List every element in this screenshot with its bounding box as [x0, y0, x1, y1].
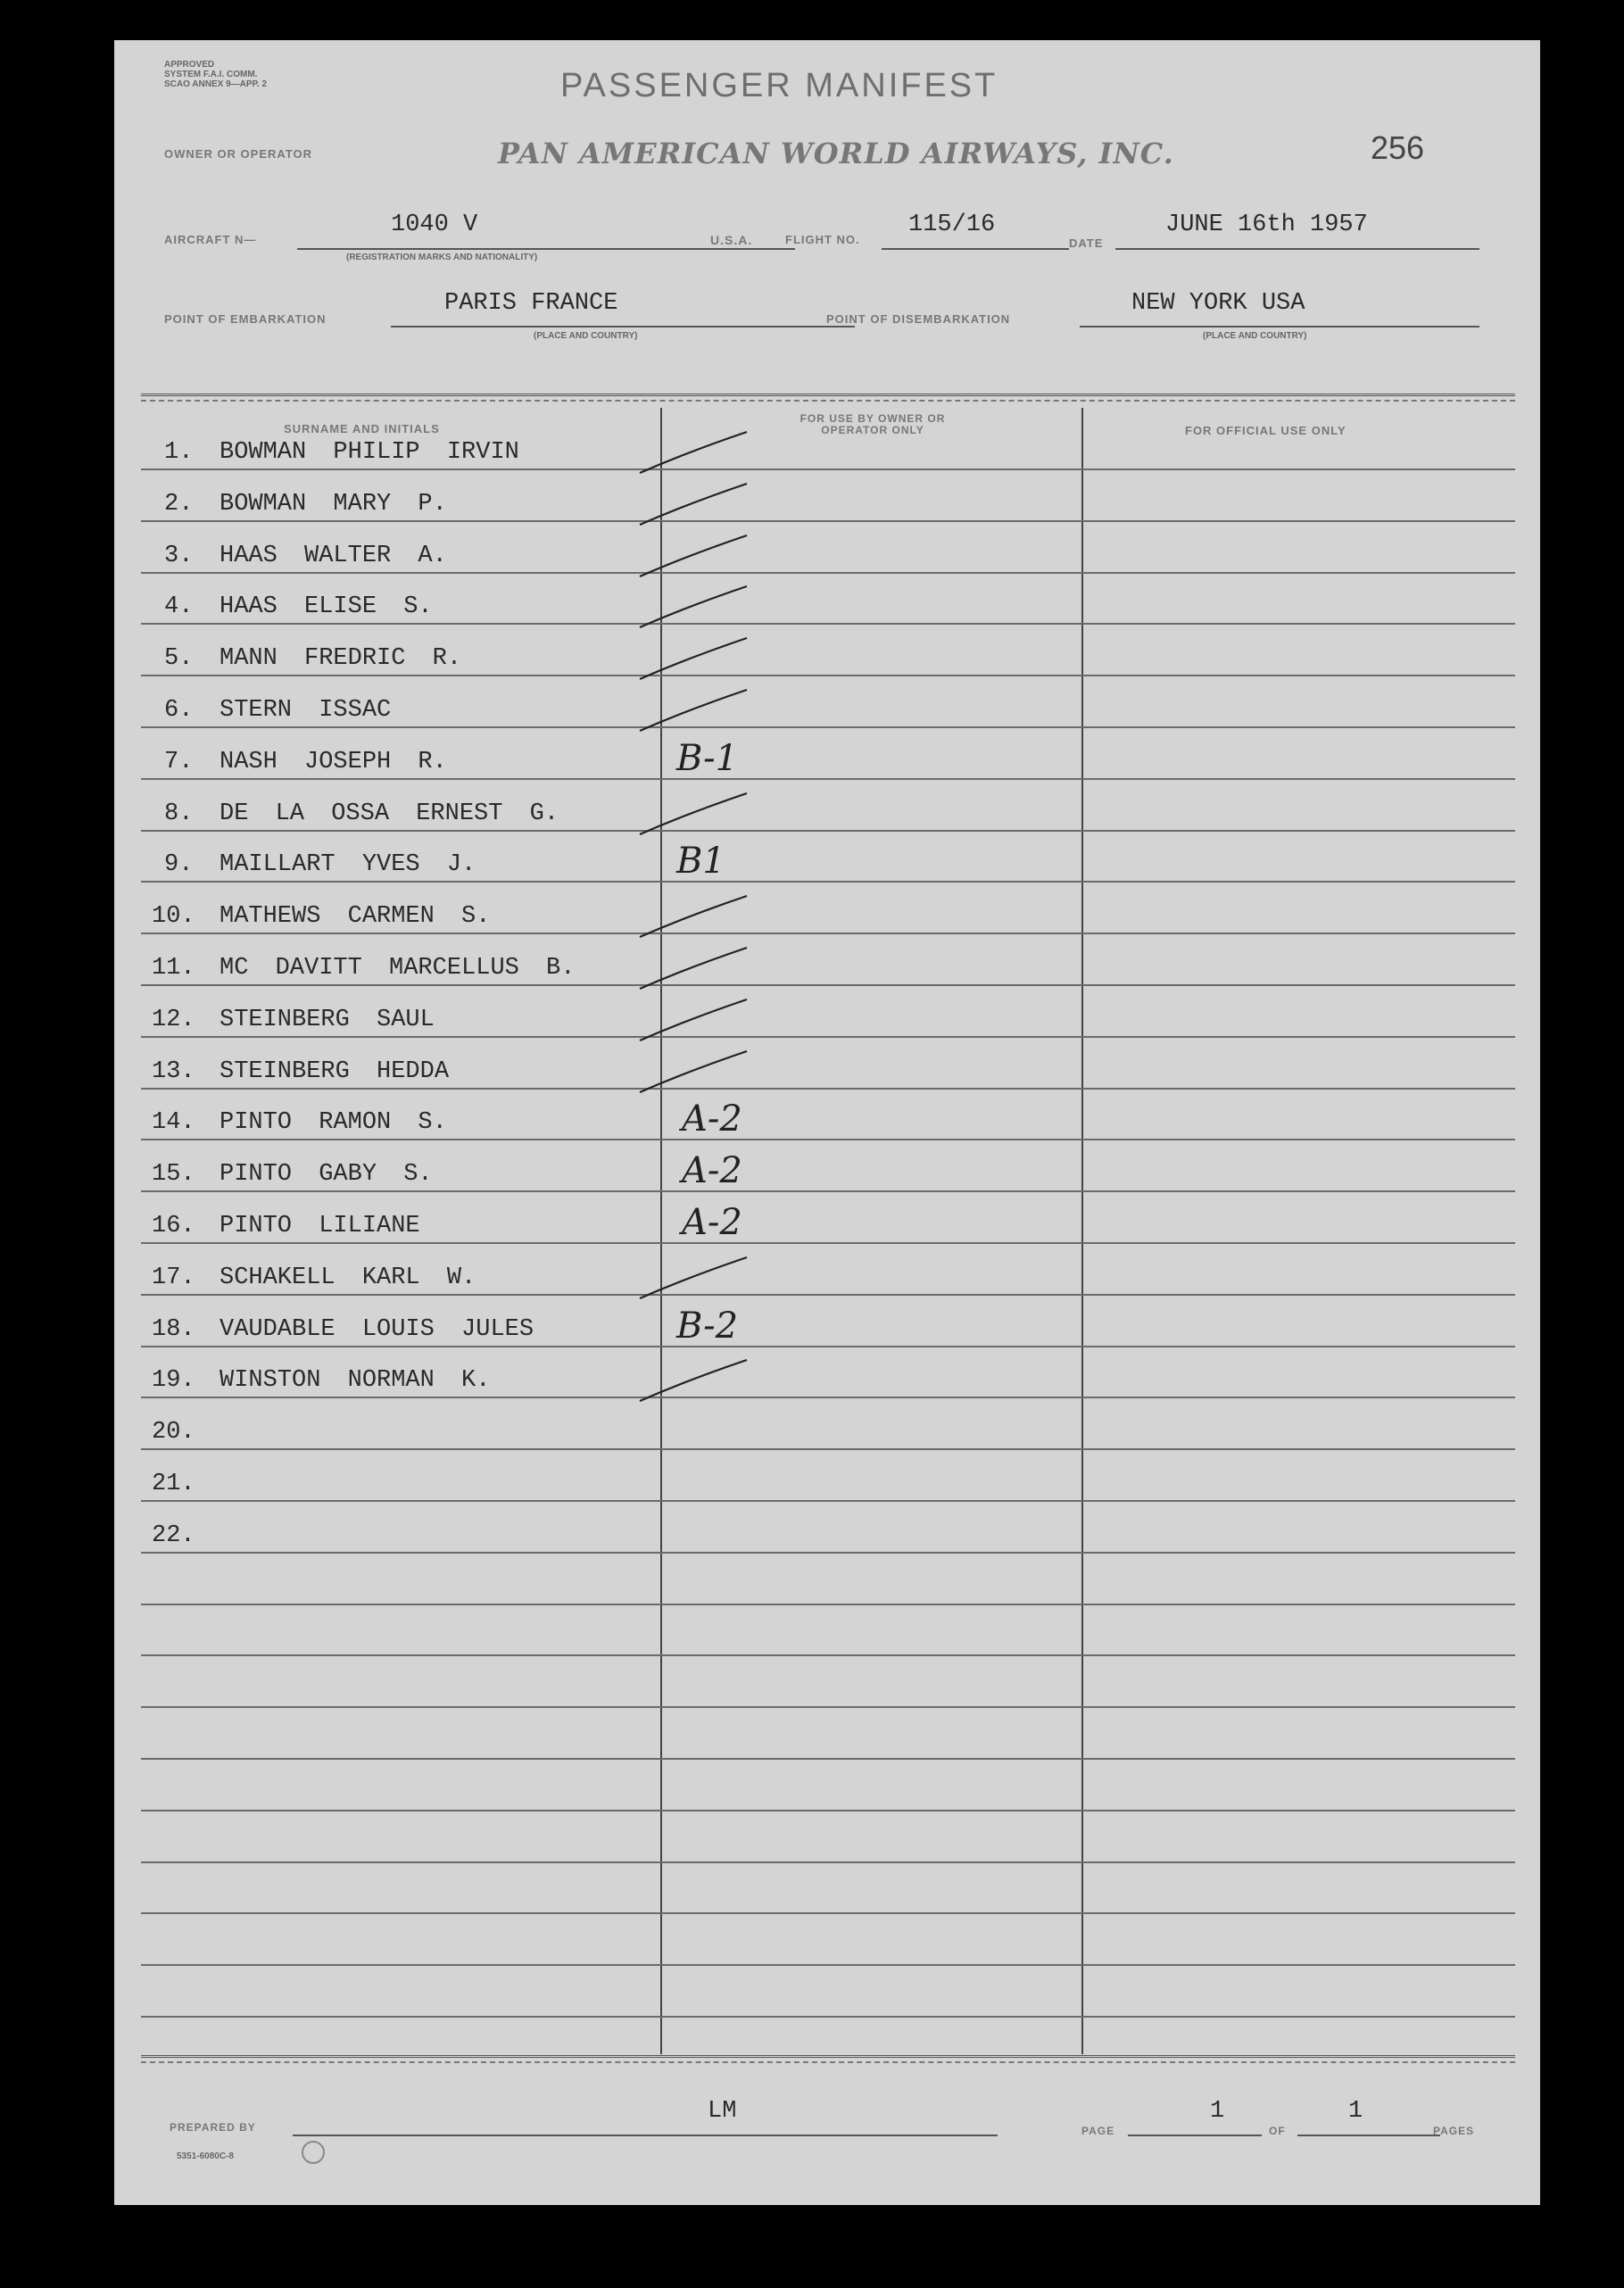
form-code: 5351-6080C-8 — [177, 2151, 234, 2161]
row-rule — [141, 1810, 1515, 1811]
passenger-name: MANN FREDRIC R. — [220, 645, 462, 672]
row-number: 11. — [152, 955, 195, 982]
handwritten-page-number: 256 — [1371, 129, 1425, 166]
disembarkation-value: NEW YORK USA — [1131, 290, 1305, 317]
handwritten-mark: A-2 — [682, 1098, 742, 1140]
passenger-name: PINTO RAMON S. — [220, 1109, 447, 1136]
passenger-name: MATHEWS CARMEN S. — [220, 903, 491, 930]
approval-line: SYSTEM F.A.I. COMM. — [164, 70, 258, 79]
table-row — [114, 1471, 1540, 1506]
disembarkation-caption: (PLACE AND COUNTRY) — [1203, 331, 1307, 341]
row-number: 21. — [152, 1471, 195, 1497]
row-number: 17. — [152, 1264, 195, 1291]
table-row — [114, 491, 1540, 526]
prepared-label: PREPARED BY — [170, 2121, 256, 2134]
registration-caption: (REGISTRATION MARKS AND NATIONALITY) — [346, 253, 538, 262]
row-number: 12. — [152, 1007, 195, 1033]
table-bottom-border — [141, 2055, 1515, 2058]
embarkation-caption: (PLACE AND COUNTRY) — [534, 331, 638, 341]
row-rule — [141, 2016, 1515, 2018]
passenger-name: DE LA OSSA ERNEST G. — [220, 800, 559, 827]
of-label: OF — [1269, 2125, 1286, 2137]
passenger-name: HAAS WALTER A. — [220, 543, 447, 569]
handwritten-mark: B-2 — [676, 1306, 739, 1347]
approval-line: APPROVED — [164, 60, 215, 70]
table-row — [114, 1419, 1540, 1455]
passenger-name: MC DAVITT MARCELLUS B. — [220, 955, 576, 982]
row-number: 20. — [152, 1419, 195, 1446]
row-rule — [141, 1706, 1515, 1708]
table-row — [114, 1058, 1540, 1094]
owner-value: PAN AMERICAN WORLD AIRWAYS, INC. — [498, 137, 1174, 170]
row-rule — [141, 1654, 1515, 1656]
page-label: PAGE — [1081, 2125, 1115, 2137]
handwritten-mark: B1 — [676, 841, 725, 882]
row-number: 15. — [152, 1161, 195, 1188]
table-row — [114, 1522, 1540, 1558]
check-stroke-icon — [635, 633, 769, 686]
passenger-name: BOWMAN MARY P. — [220, 491, 447, 518]
passenger-name: PINTO LILIANE — [220, 1213, 420, 1239]
pages-label: PAGES — [1433, 2125, 1475, 2137]
row-number: 18. — [152, 1316, 195, 1343]
check-stroke-icon — [635, 942, 769, 996]
embarkation-label: POINT OF EMBARKATION — [164, 312, 327, 326]
table-row — [114, 955, 1540, 991]
usa-label: U.S.A. — [710, 233, 753, 247]
embarkation-value: PARIS FRANCE — [444, 290, 618, 317]
row-rule — [141, 1758, 1515, 1760]
row-rule — [141, 1912, 1515, 1914]
handwritten-mark: A-2 — [682, 1202, 742, 1243]
table-row — [114, 841, 1540, 887]
row-number: 8. — [164, 800, 194, 827]
check-stroke-icon — [635, 478, 769, 532]
row-number: 1. — [164, 439, 194, 466]
table-row — [114, 800, 1540, 836]
row-number: 7. — [164, 749, 194, 775]
passenger-name: VAUDABLE LOUIS JULES — [220, 1316, 534, 1343]
flight-label: FLIGHT NO. — [785, 233, 860, 246]
aircraft-label: AIRCRAFT N— — [164, 233, 257, 246]
passenger-name: STEINBERG SAUL — [220, 1007, 435, 1033]
table-row — [114, 439, 1540, 475]
table-row — [114, 1098, 1540, 1145]
passenger-name: WINSTON NORMAN K. — [220, 1367, 491, 1394]
table-row — [114, 1367, 1540, 1403]
table-row — [114, 645, 1540, 681]
row-number: 13. — [152, 1058, 195, 1085]
date-label: DATE — [1069, 236, 1104, 250]
check-stroke-icon — [635, 1252, 769, 1306]
check-stroke-icon — [635, 891, 769, 944]
header-surname: SURNAME AND INITIALS — [284, 422, 440, 435]
row-number: 22. — [152, 1522, 195, 1549]
row-rule — [141, 1861, 1515, 1863]
row-number: 3. — [164, 543, 194, 569]
passenger-name: STERN ISSAC — [220, 697, 392, 724]
page-value: 1 — [1210, 2098, 1225, 2125]
table-top-border — [141, 394, 1515, 396]
row-number: 5. — [164, 645, 194, 672]
table-row — [114, 903, 1540, 939]
manifest-sheet — [114, 40, 1540, 2205]
passenger-name: STEINBERG HEDDA — [220, 1058, 450, 1085]
approval-stamp — [164, 60, 267, 89]
row-number: 14. — [152, 1109, 195, 1136]
row-number: 10. — [152, 903, 195, 930]
header-official-use: FOR OFFICIAL USE ONLY — [1185, 424, 1346, 437]
table-row — [114, 1306, 1540, 1352]
row-number: 6. — [164, 697, 194, 724]
check-stroke-icon — [635, 994, 769, 1048]
page-title: PASSENGER MANIFEST — [560, 67, 998, 104]
check-stroke-icon — [635, 788, 769, 841]
row-number: 19. — [152, 1367, 195, 1394]
of-value: 1 — [1348, 2098, 1363, 2125]
check-stroke-icon — [635, 684, 769, 738]
check-stroke-icon — [635, 1355, 769, 1408]
passenger-name: BOWMAN PHILIP IRVIN — [220, 439, 519, 466]
owner-label: OWNER OR OPERATOR — [164, 147, 313, 161]
table-row — [114, 738, 1540, 784]
check-stroke-icon — [635, 427, 769, 480]
check-stroke-icon — [635, 581, 769, 634]
passenger-name: NASH JOSEPH R. — [220, 749, 447, 775]
table-row — [114, 543, 1540, 578]
aircraft-value: 1040 V — [391, 211, 478, 238]
table-row — [114, 1264, 1540, 1300]
passenger-name: MAILLART YVES J. — [220, 851, 476, 878]
prepared-value: LM — [708, 2098, 737, 2125]
handwritten-mark: A-2 — [682, 1150, 742, 1191]
table-row — [114, 1007, 1540, 1042]
check-stroke-icon — [635, 1046, 769, 1099]
table-row — [114, 593, 1540, 629]
handwritten-mark: B-1 — [676, 738, 739, 779]
row-number: 9. — [164, 851, 194, 878]
check-stroke-icon — [635, 530, 769, 584]
row-number: 4. — [164, 593, 194, 620]
passenger-name: SCHAKELL KARL W. — [220, 1264, 476, 1291]
header-owner-use: FOR USE BY OWNER OR OPERATOR ONLY — [800, 412, 946, 436]
table-row — [114, 697, 1540, 733]
printer-seal-icon — [302, 2141, 325, 2164]
row-rule — [141, 1604, 1515, 1605]
row-rule — [141, 1964, 1515, 1966]
passenger-name: HAAS ELISE S. — [220, 593, 433, 620]
row-number: 2. — [164, 491, 194, 518]
disembarkation-label: POINT OF DISEMBARKATION — [826, 312, 1011, 326]
flight-value: 115/16 — [908, 211, 996, 238]
table-row — [114, 1202, 1540, 1248]
row-number: 16. — [152, 1213, 195, 1239]
date-value: JUNE 16th 1957 — [1165, 211, 1368, 238]
approval-line: SCAO ANNEX 9—APP. 2 — [164, 79, 268, 89]
passenger-name: PINTO GABY S. — [220, 1161, 433, 1188]
table-row — [114, 1150, 1540, 1197]
